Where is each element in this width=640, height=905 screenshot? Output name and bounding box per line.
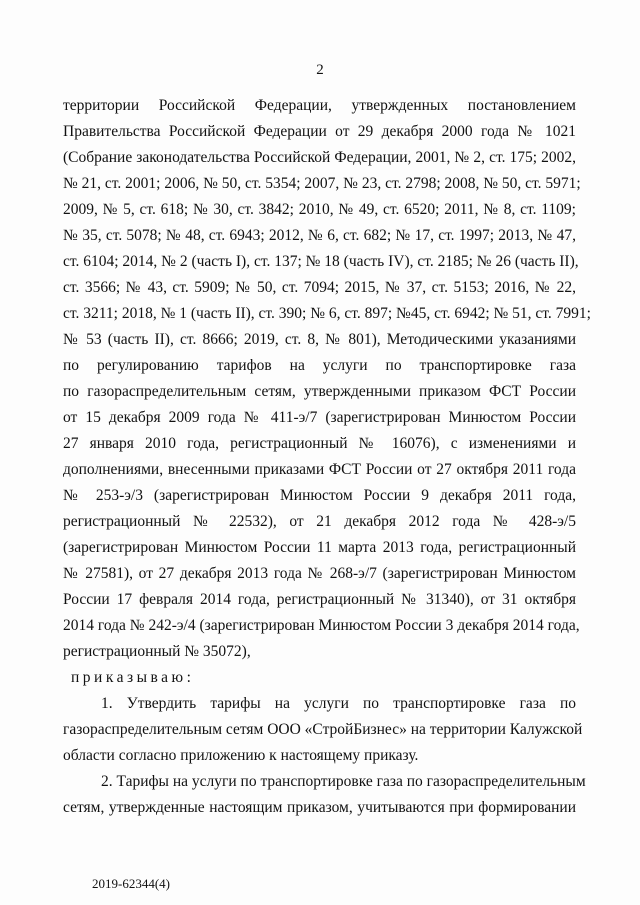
body-line: дополнениями, внесенными приказами ФСТ России от 27 октября 2011 года bbox=[63, 461, 576, 478]
order-word: приказываю: bbox=[71, 669, 195, 686]
body-line: по регулированию тарифов на услуги по транспортировке газа bbox=[63, 357, 576, 374]
item-2-line: 2. Тарифы на услуги по транспортировке газа по газораспределительным bbox=[101, 773, 586, 790]
page-number: 2 bbox=[316, 62, 324, 78]
body-line: регистрационный № 35072), bbox=[63, 643, 251, 660]
document-code: 2019-62344(4) bbox=[92, 876, 170, 891]
body-line: по газораспределительным сетям, утвержденными приказом ФСТ России bbox=[63, 383, 576, 400]
body-line: ст. 6104; 2014, № 2 (часть I), ст. 137; № 18 (часть IV), ст. 2185; № 26 (часть II), bbox=[63, 253, 579, 270]
body-line: (Собрание законодательства Российской Федерации, 2001, № 2, ст. 175; 2002, bbox=[63, 149, 576, 166]
body-line: 27 января 2010 года, регистрационный № 16076), с изменениями и bbox=[63, 435, 576, 452]
body-line: № 27581), от 27 декабря 2013 года № 268-э/7 (зарегистрирован Минюстом bbox=[63, 565, 576, 582]
item-1-line: 1. Утвердить тарифы на услуги по транспортировке газа по bbox=[101, 695, 576, 712]
body-line: ст. 3566; № 43, ст. 5909; № 50, ст. 7094; 2015, № 37, ст. 5153; 2016, № 22, bbox=[63, 279, 576, 296]
body-line: № 35, ст. 5078; № 48, ст. 6943; 2012, № 6, ст. 682; № 17, ст. 1997; 2013, № 47, bbox=[63, 227, 576, 244]
body-line: № 53 (часть II), ст. 8666; 2019, ст. 8, № 801), Методическими указаниями bbox=[63, 331, 576, 348]
body-line: 2014 года № 242-э/4 (зарегистрирован Минюстом России 3 декабря 2014 года, bbox=[63, 617, 580, 634]
body-line: (зарегистрирован Минюстом России 11 марта 2013 года, регистрационный bbox=[63, 539, 576, 556]
body-line: Правительства Российской Федерации от 29 декабря 2000 года № 1021 bbox=[63, 123, 576, 140]
body-line: № 253-э/3 (зарегистрирован Минюстом России 9 декабря 2011 года, bbox=[63, 487, 576, 504]
item-1-line: газораспределительным сетям ООО «СтройБизнес» на территории Калужской bbox=[63, 721, 583, 738]
item-1-line: области согласно приложению к настоящему приказу. bbox=[63, 747, 419, 764]
item-2-line: сетям, утвержденные настоящим приказом, учитываются при формировании bbox=[63, 799, 576, 816]
body-line: 2009, № 5, ст. 618; № 30, ст. 3842; 2010, № 49, ст. 6520; 2011, № 8, ст. 1109; bbox=[63, 201, 576, 218]
body-line: № 21, ст. 2001; 2006, № 50, ст. 5354; 2007, № 23, ст. 2798; 2008, № 50, ст. 5971; bbox=[63, 175, 581, 192]
body-line: от 15 декабря 2009 года № 411-э/7 (зарегистрирован Минюстом России bbox=[63, 409, 576, 426]
body-line: ст. 3211; 2018, № 1 (часть II), ст. 390; № 6, ст. 897; №45, ст. 6942; № 51, ст. 7991; bbox=[63, 305, 591, 322]
body-line: территории Российской Федерации, утвержденных постановлением bbox=[63, 97, 576, 114]
body-line: России 17 февраля 2014 года, регистрационный № 31340), от 31 октября bbox=[63, 591, 576, 608]
body-line: регистрационный № 22532), от 21 декабря 2012 года № 428-э/5 bbox=[63, 513, 576, 530]
